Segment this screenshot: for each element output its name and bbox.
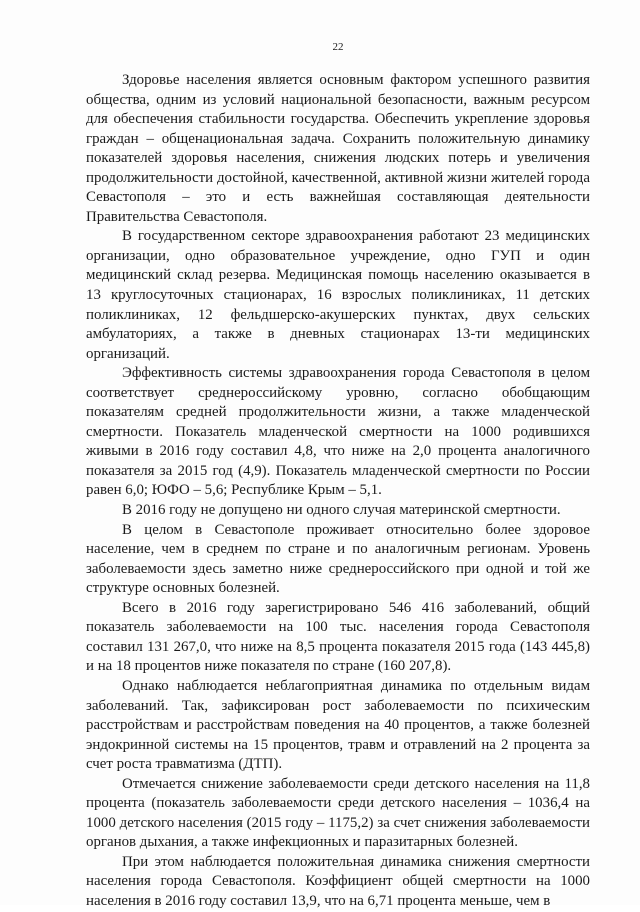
page-number: 22 <box>332 41 344 53</box>
paragraph-child-morbidity: Отмечается снижение заболеваемости среди детского населения на 11,8 процента (показатель заболеваемости среди детского населения – 1036,4 на 1000 детского населения (2015 году – 1175,2) за счет снижения заболеваемости органов дыхания, а также инфекционных и паразитарных болезней. <box>86 775 590 851</box>
paragraph-state-healthcare-sector: В государственном секторе здравоохранения работают 23 медицинских организации, одно образовательное учреждение, одно ГУП и один медицинский склад резерва. Медицинская помощь населению оказывается в 13 круглосуточных стационарах, 16 взрослых поликлиниках, 11 детских поликлиниках, 12 фельдшерско-акушерских пунктах, двух сельских амбулаториях, а также в дневных стационарах 13-ти медицинских организаций. <box>86 228 590 362</box>
paragraph-registered-diseases: Всего в 2016 году зарегистрировано 546 416 заболеваний, общий показатель заболеваемости на 100 тыс. населения города Севастополя составил 131 267,0, что ниже на 8,5 процента показателя 2015 года (143 445,8) и на 18 процентов ниже показателя по стране (160 207,8). <box>86 599 590 675</box>
paragraph-system-effectiveness: Эффективность системы здравоохранения города Севастополя в целом соответствует среднероссийскому уровню, согласно обобщающим показателям средней продолжительности жизни, а также младенческой смертности. Показатель младенческой смертности на 1000 родившихся живыми в 2016 году составил 4,8, что ниже на 2,0 процента аналогичного показателя за 2015 год (4,9). Показатель младенческой смертности по России равен 6,0; ЮФО – 5,6; Республике Крым – 5,1. <box>86 365 590 499</box>
paragraph-mortality-decline: При этом наблюдается положительная динамика снижения смертности населения города Севастополя. Коэффициент общей смертности на 1000 населения в 2016 году составил 13,9, что на 6,71 процента меньше, чем в <box>86 853 590 909</box>
paragraph-maternal-mortality: В 2016 году не допущено ни одного случая материнской смертности. <box>122 502 561 519</box>
paragraph-population-health-comparison: В целом в Севастополе проживает относительно более здоровое население, чем в среднем по стране и по аналогичным регионам. Уровень заболеваемости здесь заметно ниже среднероссийского при одной и той же структуре основных болезней. <box>86 521 590 597</box>
paragraph-population-health: Здоровье населения является основным фактором успешного развития общества, одним из условий национальной безопасности, важным ресурсом для обеспечения стабильности государства. Обеспечить укрепление здоровья граждан – общенациональная задача. Сохранить положительную динамику показателей здоровья населения, снижения людских потерь и увеличения продолжительности достойной, качественной, активной жизни жителей города Севастополя – это и есть важнейшая составляющая деятельности Правительства Севастополя. <box>86 72 590 225</box>
paragraph-unfavorable-dynamics: Однако наблюдается неблагоприятная динамика по отдельным видам заболеваний. Так, зафиксирован рост заболеваемости по психическим расстройствам и расстройствам поведения на 40 процентов, а также болезней эндокринной системы на 15 процентов, травм и отравлений на 2 процента за счет роста травматизма (ДТП). <box>86 677 590 773</box>
